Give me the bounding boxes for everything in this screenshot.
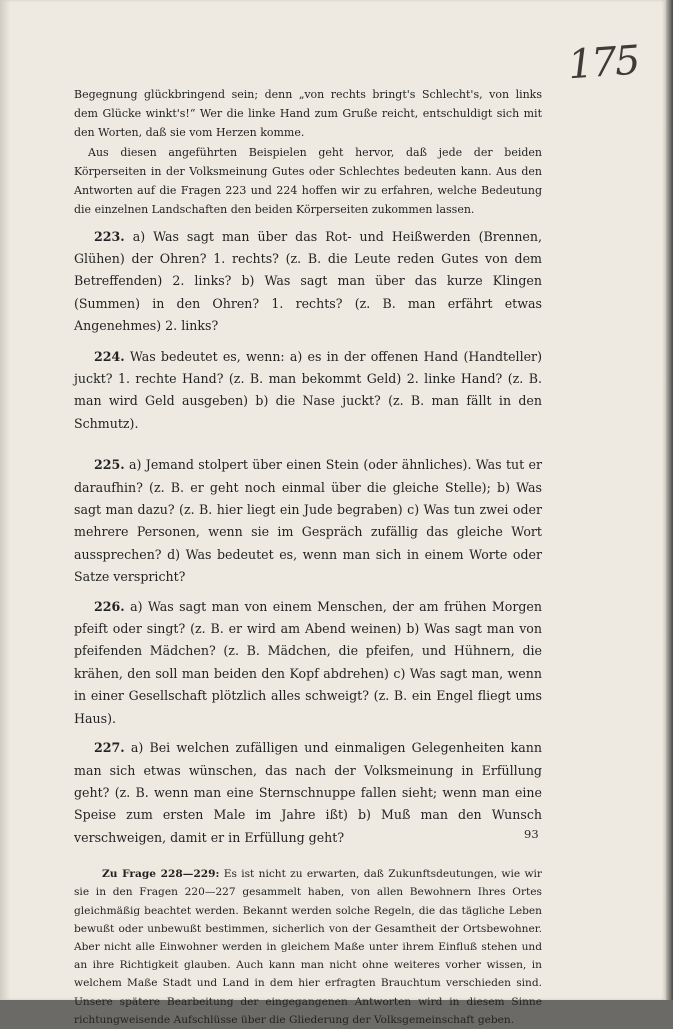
intro-paragraph-2: Aus diesen angeführten Beispielen geht hervor, daß jede der beiden Körperseiten in der Volksmeinung Gutes oder Schlechtes bedeuten kann. Aus den Antworten auf die Fragen 223 und 224 hoffen wir zu erfahren, welche Bedeutung die einzelnen Landschaften den beiden Körperseiten zukommen lassen. xyxy=(74,146,542,216)
question-text: a) Was sagt man über das Rot- und Heißwerden (Brennen, Glühen) der Ohren? 1. rechts? (z. B. die Leute reden Gutes von dem Betreffenden) 2. links? b) Was sagt man über das kurze Klingen (Summen) in den Ohren? 1. rechts? (z. B. man erfährt etwas Angenehmes) 2. links? xyxy=(74,228,542,334)
question-number: 224. xyxy=(94,348,125,364)
footnote-228-229 xyxy=(74,865,542,1029)
question-number: 225. xyxy=(94,457,125,473)
intro-paragraph-1: Begegnung glückbringend sein; denn „von rechts bringt's Schlecht's, von links dem Glücke winkt's!“ Wer die linke Hand zum Gruße reicht, entschuldigt sich mit den Worten, daß sie vom Herzen komme. xyxy=(74,88,542,139)
question-227 xyxy=(74,737,542,849)
question-text: a) Bei welchen zufälligen und einmaligen Gelegenheiten kann man sich etwas wünschen, das nach der Volksmeinung in Erfüllung geht? (z. B. wenn man eine Sternschnuppe fallen sieht; wenn man eine Speise zum ersten Male im Jahre ißt) b) Muß man den Wunsch verschweigen, damit er in Erfüllung geht? xyxy=(74,740,542,845)
question-text: a) Was sagt man von einem Menschen, der am frühen Morgen pfeift oder singt? (z. B. er wird am Abend weinen) b) Was sagt man von pfeifenden Mädchen? (z. B. Mädchen, die pfeifen, und Hühnern, die krähen, den soll man beiden den Kopf abdrehen) c) Was sagt man, wenn in einer Gesellschaft plötzlich alles schweigt? (z. B. ein Engel fliegt ums Haus). xyxy=(74,598,542,726)
handwritten-page-note: 175 xyxy=(566,37,640,89)
footnote-lead: Zu Frage 228—229: xyxy=(102,868,220,881)
question-text: Was bedeutet es, wenn: a) es in der offenen Hand (Handteller) juckt? 1. rechte Hand? (z. B. man bekommt Geld) 2. linke Hand? (z. B. man wird Geld ausgeben) b) die Nase juckt? (z. B. man fällt in den Schmutz). xyxy=(74,348,542,431)
page-edge-right xyxy=(666,0,673,1000)
question-number: 223. xyxy=(94,228,125,244)
page-shadow-left xyxy=(0,0,10,1000)
question-number: 226. xyxy=(94,598,125,614)
question-226 xyxy=(74,596,542,730)
question-225 xyxy=(74,454,542,588)
footnote-text: Es ist nicht zu erwarten, daß Zukunftsdeutungen, wie wir sie in den Fragen 220—227 gesammelt haben, von allen Bewohnern Ihres Ortes gleichmäßig beachtet werden. Bekannt werden solche Regeln, die das tägliche Leben bewußt oder unbewußt bestimmen, sicherlich von der Gesamtheit der Ortsbewohner. Aber nicht alle Einwohner werden in gleichem Maße unter ihrem Einfluß stehen und an ihre Richtigkeit glauben. Auch kann man nicht ohne weiteres vorher wissen, in welchem Maße Stadt und Land in dem hier erfragten Brauchtum verschieden sind. Unsere spätere Bearbeitung der eingegangenen Antworten wird in diesem Sinne richtungweisende Aufschlüsse über die Gliederung der Volksgemeinschaft geben. xyxy=(74,868,542,1026)
question-number: 227. xyxy=(94,740,125,756)
intro-section xyxy=(74,86,542,220)
page-body xyxy=(74,86,542,1029)
question-text: a) Jemand stolpert über einen Stein (oder ähnliches). Was tut er daraufhin? (z. B. er geht noch einmal über die gleiche Stelle); b) Was sagt man dazu? (z. B. hier liegt ein Jude begraben) c) Was tun zwei oder mehrere Personen, wenn sie im Gespräch zufällig das gleiche Wort aussprechen? d) Was bedeutet es, wenn man sich in einem Worte oder Satze verspricht? xyxy=(74,457,542,585)
question-223 xyxy=(74,226,542,338)
page-number: 93 xyxy=(524,827,539,841)
question-224 xyxy=(74,346,542,436)
